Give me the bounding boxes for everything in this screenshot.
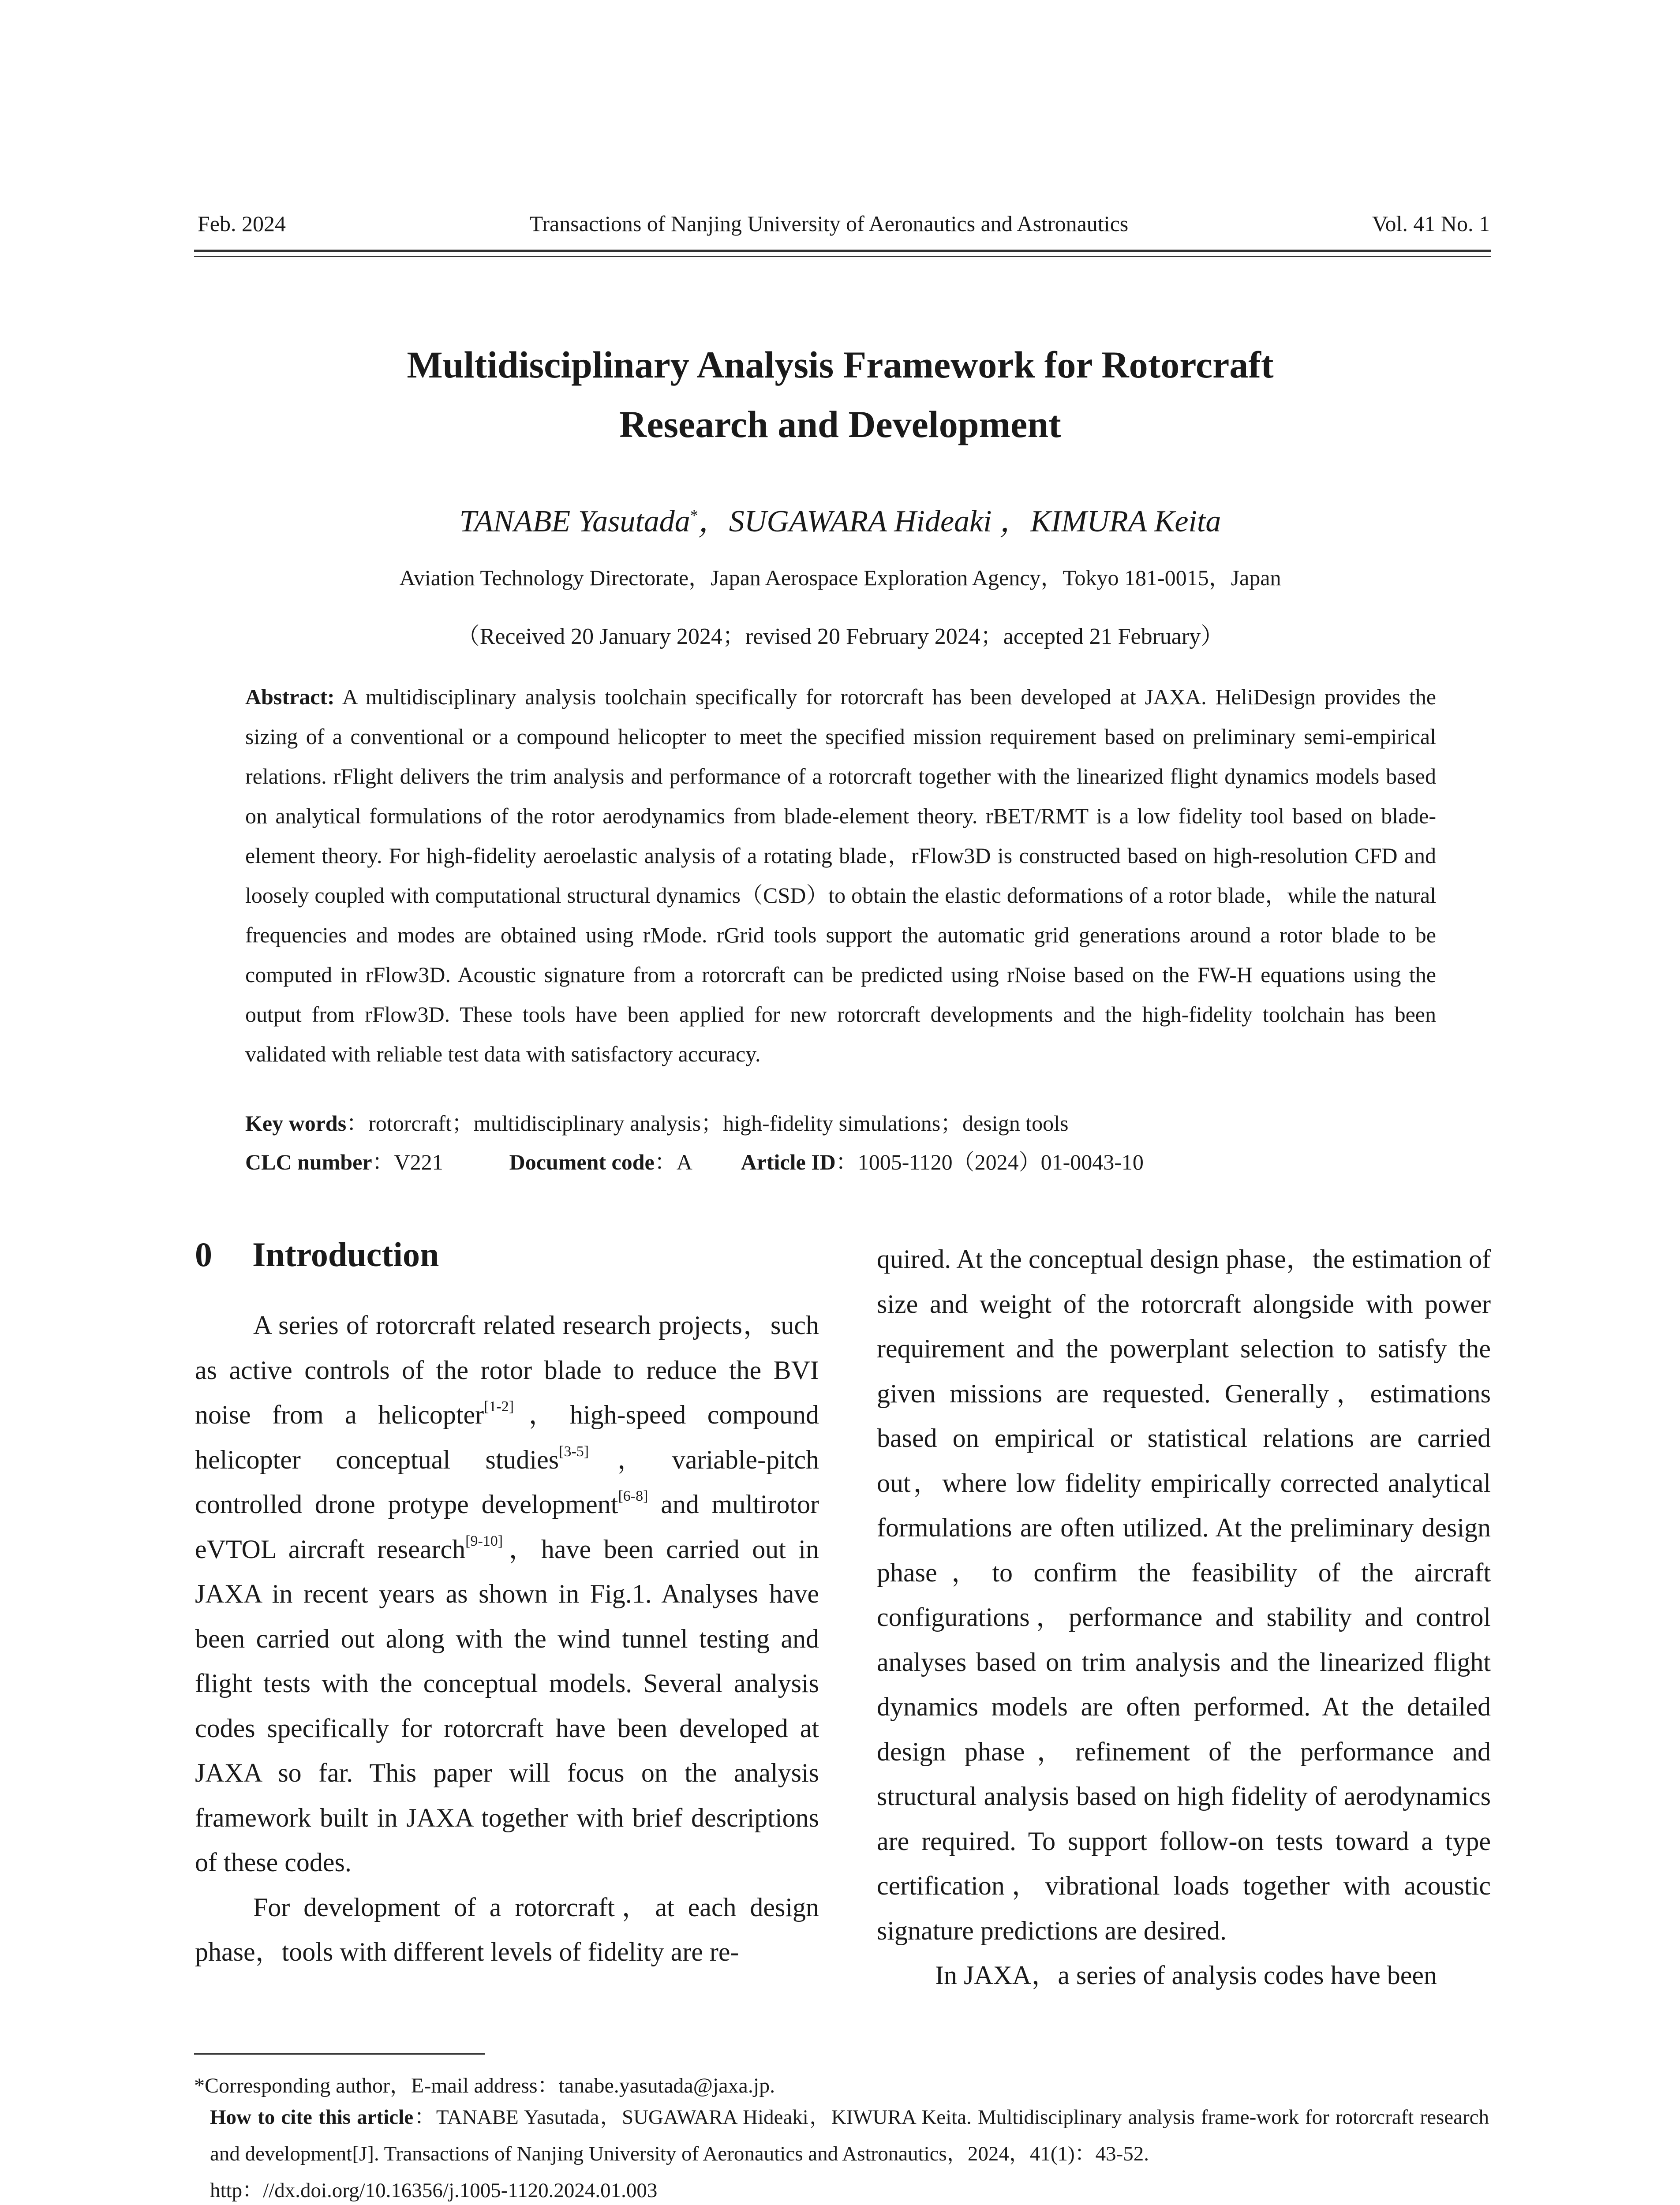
abstract-label: Abstract: <box>245 684 335 709</box>
keywords-text: ：rotorcraft；multidisciplinary analysis；high-fidelity simulations；design tools <box>346 1111 1069 1136</box>
doi-link[interactable]: http：//dx.doi.org/10.16356/j.1005-1120.2024.01.003 <box>210 2179 658 2202</box>
intro-paragraph-1 <box>195 1303 819 1885</box>
citation-ref[interactable]: [1-2] <box>484 1398 514 1415</box>
how-to-cite <box>210 2099 1489 2205</box>
section-title: Introduction <box>252 1235 439 1274</box>
author-list <box>221 496 1460 541</box>
title-line-2: Research and Development <box>619 403 1061 445</box>
header-rule-top <box>194 250 1491 252</box>
intro-text: ，high-speed compound helicopter conceptual studies <box>195 1400 819 1474</box>
cite-label: How to cite this article <box>210 2106 414 2129</box>
keywords-label: Key words <box>245 1111 347 1136</box>
title-line-1: Multidisciplinary Analysis Framework for Rotorcraft <box>407 344 1274 386</box>
left-column <box>195 1303 819 1975</box>
citation-ref[interactable]: [6-8] <box>618 1488 648 1504</box>
abstract <box>245 677 1436 1074</box>
intro-paragraph-2: For development of a rotorcraft，at each design phase，tools with different levels of fidelity are re- <box>195 1892 819 1966</box>
right-column <box>877 1237 1491 1998</box>
cite-text: ：TANABE Yasutada，SUGAWARA Hideaki，KIWURA Keita. Multidisciplinary analysis frame-work for rotorcraft research and development[J]. Transactions of Nanjing University of Aeronautics and Astronautics，2024，41(1)：43-52. <box>210 2106 1489 2165</box>
clc-value: ：V221 <box>372 1150 443 1174</box>
document-code-label: Document code <box>509 1150 655 1174</box>
section-number: 0 <box>195 1235 212 1274</box>
abstract-text: A multidisciplinary analysis toolchain specifically for rotorcraft has been developed at JAXA. HeliDesign provides the sizing of a conventional or a compound helicopter to meet the specified mission requirement based on preliminary semi-empirical relations. rFlight delivers the trim analysis and performance of a rotorcraft together with the linearized flight dynamics models based on analytical formulations of the rotor aerodynamics from blade-element theory. rBET/RMT is a low fidelity tool based on blade-element theory. For high-fidelity aeroelastic analysis of a rotating blade，rFlow3D is constructed based on high-resolution CFD and loosely coupled with computational structural dynamics（CSD）to obtain the elastic deformations of a rotor blade，while the natural frequencies and modes are obtained using rMode. rGrid tools support the automatic grid generations around a rotor blade to be computed in rFlow3D. Acoustic signature from a rotorcraft can be predicted using rNoise based on the FW-H equations using the output from rFlow3D. These tools have been applied for new rotorcraft developments and the high-fidelity toolchain has been validated with reliable test data with satisfactory accuracy. <box>245 684 1436 1066</box>
running-header <box>198 204 1490 243</box>
paper-title <box>221 335 1460 454</box>
article-id-value: ：1005-1120（2024）01-0043-10 <box>835 1150 1144 1174</box>
header-journal: Transactions of Nanjing University of Aeronautics and Astronautics <box>529 211 1129 236</box>
intro-text: A series of rotorcraft related research projects，such as active controls of the rotor blade to reduce the BVI noise from a helicopter <box>195 1311 819 1429</box>
keywords <box>245 1106 1436 1137</box>
author-1: TANABE Yasutada <box>459 505 690 538</box>
document-code-value: ：A <box>654 1150 692 1174</box>
footnote-rule <box>194 2053 485 2055</box>
corresponding-author-footnote: *Corresponding author，E-mail address：tanabe.yasutada@jaxa.jp. <box>194 2074 775 2097</box>
affiliation: Aviation Technology Directorate，Japan Aerospace Exploration Agency，Tokyo 181-0015，Japan <box>399 565 1281 590</box>
intro-text: and multirotor eVTOL aircraft research <box>195 1490 819 1564</box>
intro-text: ，have been carried out in JAXA in recent years as shown in Fig.1. Analyses have been carried out along with the wind tunnel testing and flight tests with the conceptual models. Several analysis codes specifically for rotorcraft have been developed at JAXA so far. This paper will focus on the analysis framework built in JAXA together with brief descriptions of these codes. <box>195 1534 819 1877</box>
article-id-label: Article ID <box>741 1150 836 1174</box>
clc-label: CLC number <box>245 1150 372 1174</box>
citation-ref[interactable]: [3-5] <box>559 1443 589 1460</box>
intro-text: ，variable-pitch controlled drone protype development <box>195 1445 819 1519</box>
citation-ref[interactable]: [9-10] <box>465 1532 503 1549</box>
header-volume: Vol. 41 No. 1 <box>1372 211 1490 236</box>
classification-line <box>245 1144 1436 1176</box>
header-date: Feb. 2024 <box>198 211 286 236</box>
received-dates: （Received 20 January 2024；revised 20 February 2024；accepted 21 February） <box>456 624 1224 649</box>
section-heading <box>195 1235 439 1274</box>
intro-paragraph-2-continued: quired. At the conceptual design phase，the estimation of size and weight of the rotorcraft alongside with power requirement and the powerplant selection to satisfy the given missions are requested. Generally，estimations based on empirical or statistical relations are carried out，where low fidelity empirically corrected analytical formulations are often utilized. At the preliminary design phase，to confirm the feasibility of the aircraft configurations，performance and stability and control analyses based on trim analysis and the linearized flight dynamics models are often performed. At the detailed design phase，refinement of the performance and structural analysis based on high fidelity of aerodynamics are required. To support follow-on tests toward a type certification，vibrational loads together with acoustic signature predictions are desired. <box>877 1245 1491 1945</box>
author-3: ，KIMURA Keita <box>992 505 1221 538</box>
corresponding-mark: * <box>690 506 698 524</box>
author-2: ，SUGAWARA Hideaki <box>698 505 992 538</box>
intro-paragraph-3: In JAXA，a series of analysis codes have been <box>935 1961 1437 1990</box>
header-rule-bottom <box>194 256 1491 257</box>
